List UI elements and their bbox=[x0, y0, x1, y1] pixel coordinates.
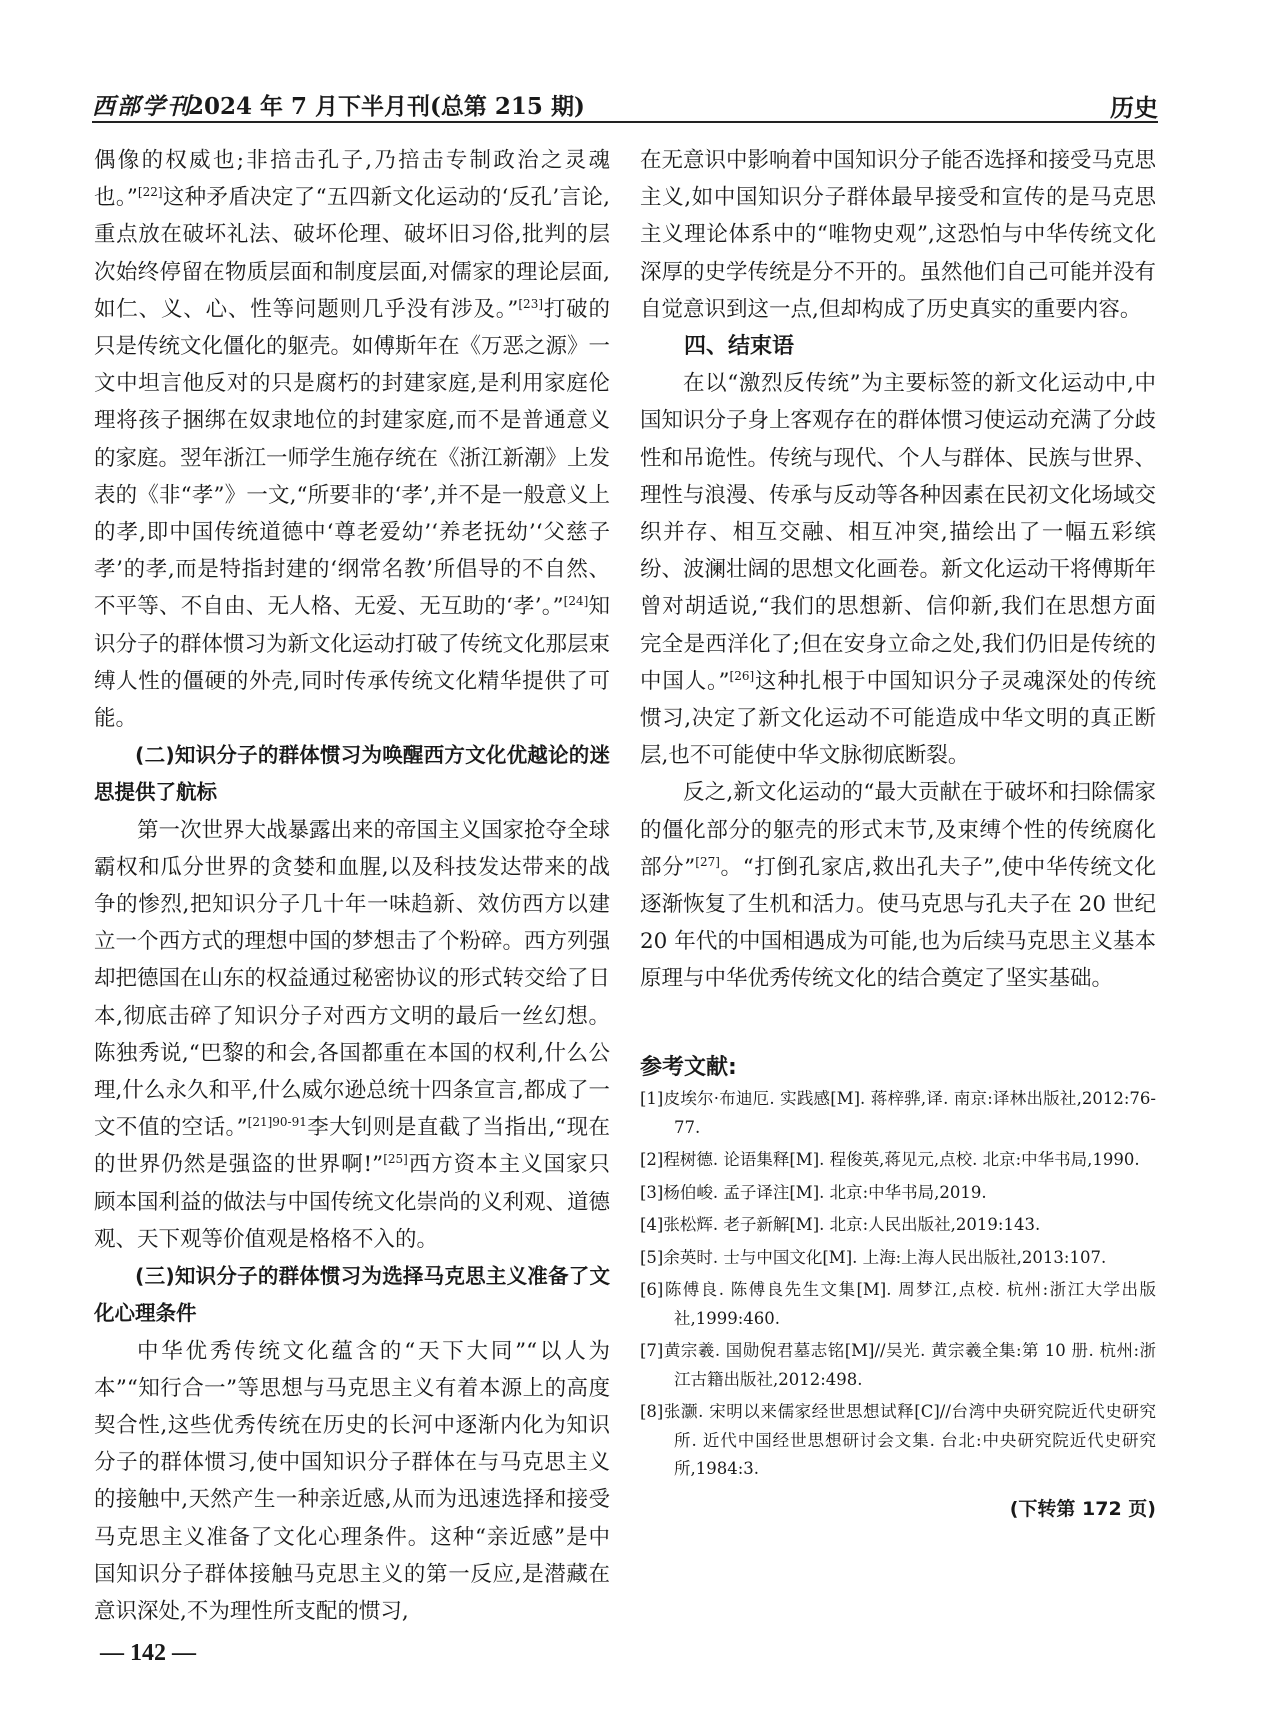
section-heading-4: 四、结束语 bbox=[684, 334, 795, 360]
citation: [26] bbox=[729, 668, 755, 683]
subsection-heading-2: (二)知识分子的群体惯习为唤醒西方文化优越论的迷思提供了航标 bbox=[94, 743, 610, 805]
citation: [21]90-91 bbox=[247, 1115, 307, 1130]
reference-item: [1]皮埃尔·布迪厄. 实践感[M]. 蒋梓骅,译. 南京:译林出版社,2012:76-77. bbox=[640, 1089, 1156, 1137]
section-label: 历史 bbox=[1110, 93, 1158, 122]
page-number: — 142 — bbox=[100, 1640, 196, 1666]
right-column bbox=[640, 142, 1156, 998]
left-column bbox=[94, 142, 610, 1630]
reference-item: [4]张松辉. 老子新解[M]. 北京:人民出版社,2019:143. bbox=[640, 1215, 1041, 1234]
paragraph: 在以“激烈反传统”为主要标签的新文化运动中,中国知识分子身上客观存在的群体惯习使运动充满了分歧性和吊诡性。传统与现代、个人与群体、民族与世界、理性与浪漫、传承与反动等各种因素在民初文化场域交织并存、相互交融、相互冲突,描绘出了一幅五彩缤纷、波澜壮阔的思想文化画卷。新文化运动干将傅斯年曾对胡适说,“我们的思想新、信仰新,我们在思想方面完全是西洋化了;但在安身立命之处,我们仍旧是传统的中国人。”[26]这种扎根于中国知识分子灵魂深处的传统惯习,决定了新文化运动不可能造成中华文明的真正断层,也不可能使中华文脉彻底断裂。 bbox=[640, 371, 1157, 769]
references bbox=[640, 1050, 1156, 1540]
journal-logo: 西部学刊 bbox=[92, 93, 192, 120]
citation: [23] bbox=[518, 296, 544, 311]
citation: [24] bbox=[563, 594, 589, 609]
reference-item: [7]黄宗羲. 国勋倪君墓志铭[M]//吴光. 黄宗羲全集:第 10 册. 杭州:浙江古籍出版社,2012:498. bbox=[640, 1341, 1156, 1389]
paragraph: 偶像的权威也;非掊击孔子,乃掊击专制政治之灵魂也。”[22]这种矛盾决定了“五四新文化运动的‘反孔’言论,重点放在破坏礼法、破坏伦理、破坏旧习俗,批判的层次始终停留在物质层面和制度层面,对儒家的理论层面,如仁、义、心、性等问题则几乎没有涉及。”[23]打破的只是传统文化僵化的躯壳。如傅斯年在《万恶之源》一文中坦言他反对的只是腐朽的封建家庭,是利用家庭伦理将孩子捆绑在奴隶地位的封建家庭,而不是普通意义的家庭。翌年浙江一师学生施存统在《浙江新潮》上发表的《非“孝”》一文,“所要非的‘孝’,并不是一般意义上的孝,即中国传统道德中‘尊老爱幼’‘养老抚幼’‘父慈子孝’的孝,而是特指封建的‘纲常名教’所倡导的不自然、不平等、不自由、无人格、无爱、无互助的‘孝’。”[24]知识分子的群体惯习为新文化运动打破了传统文化那层束缚人性的僵硬的外壳,同时传承传统文化精华提供了可能。 bbox=[94, 148, 611, 732]
reference-item: [8]张灏. 宋明以来儒家经世思想试释[C]//台湾中央研究院近代史研究所. 近代中国经世思想研讨会文集. 台北:中央研究院近代史研究所,1984:3. bbox=[640, 1402, 1156, 1478]
continued-note: (下转第 172 页) bbox=[1009, 1497, 1156, 1520]
paragraph: 中华优秀传统文化蕴含的“天下大同”“以人为本”“知行合一”等思想与马克思主义有着本源上的高度契合性,这些优秀传统在历史的长河中逐渐内化为知识分子的群体惯习,使中国知识分子群体在与马克思主义的接触中,天然产生一种亲近感,从而为迅速选择和接受马克思主义准备了文化心理条件。这种“亲近感”是中国知识分子群体接触马克思主义的第一反应,是潜藏在意识深处,不为理性所支配的惯习, bbox=[94, 1338, 610, 1624]
issue-info: 2024 年 7 月下半月刊(总第 215 期) bbox=[188, 93, 585, 120]
reference-item: [2]程树德. 论语集释[M]. 程俊英,蒋见元,点校. 北京:中华书局,1990. bbox=[640, 1150, 1140, 1169]
reference-item: [3]杨伯峻. 孟子译注[M]. 北京:中华书局,2019. bbox=[640, 1182, 987, 1202]
paragraph: 在无意识中影响着中国知识分子能否选择和接受马克思主义,如中国知识分子群体最早接受和宣传的是马克思主义理论体系中的“唯物史观”,这恐怕与中华传统文化深厚的史学传统是分不开的。虽然他们自己可能并没有自觉意识到这一点,但却构成了历史真实的重要内容。 bbox=[640, 148, 1157, 322]
citation: [25] bbox=[383, 1152, 408, 1167]
reference-item: [6]陈傅良. 陈傅良先生文集[M]. 周梦江,点校. 杭州:浙江大学出版社,1999:460. bbox=[640, 1280, 1156, 1328]
citation: [22] bbox=[137, 185, 163, 200]
reference-item: [5]余英时. 士与中国文化[M]. 上海:上海人民出版社,2013:107. bbox=[640, 1247, 1107, 1267]
subsection-heading-3: (三)知识分子的群体惯习为选择马克思主义准备了文化心理条件 bbox=[94, 1264, 610, 1326]
citation: [27] bbox=[695, 854, 720, 869]
paragraph: 反之,新文化运动的“最大贡献在于破坏和扫除儒家的僵化部分的躯壳的形式末节,及束缚个性的传统腐化部分”[27]。“打倒孔家店,救出孔夫子”,使中华传统文化逐渐恢复了生机和活力。使马克思与孔夫子在 20 世纪 20 年代的中国相遇成为可能,也为后续马克思主义基本原理与中华优秀传统文化的结合奠定了坚实基础。 bbox=[640, 780, 1156, 992]
paragraph: 第一次世界大战暴露出来的帝国主义国家抢夺全球霸权和瓜分世界的贪婪和血腥,以及科技发达带来的战争的惨烈,把知识分子几十年一味趋新、效仿西方以建立一个西方式的理想中国的梦想击了个粉碎。西方列强却把德国在山东的权益通过秘密协议的形式转交给了日本,彻底击碎了知识分子对西方文明的最后一丝幻想。陈独秀说,“巴黎的和会,各国都重在本国的权利,什么公理,什么永久和平,什么威尔逊总统十四条宣言,都成了一文不值的空话。”$^{[21]90-91}$李大钊则是直截了当指出,“现在的世界仍然是强盗的世界啊!”[25]西方资本主义国家只顾本国利益的做法与中国传统文化崇尚的义利观、道德观、天下观等价值观是格格不入的。 bbox=[94, 817, 611, 1252]
header-rule bbox=[92, 121, 1158, 123]
references-title: 参考文献: bbox=[640, 1055, 737, 1080]
